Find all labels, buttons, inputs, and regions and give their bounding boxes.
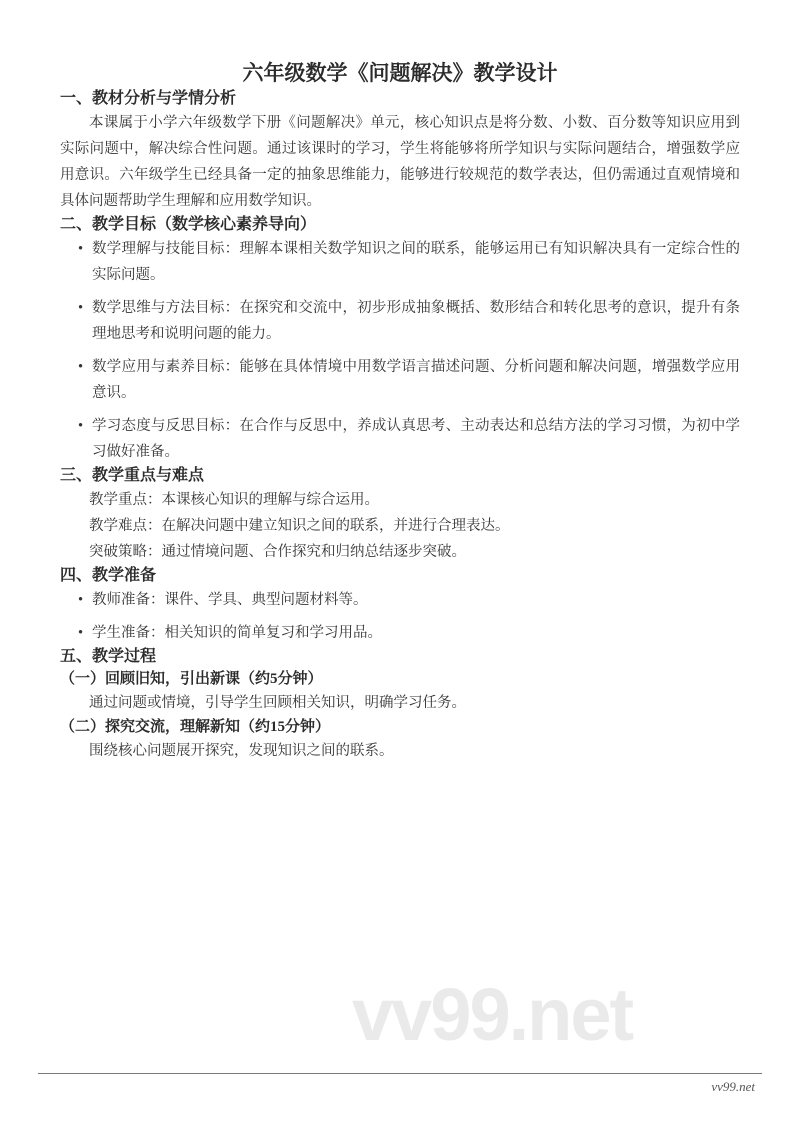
footer-divider xyxy=(38,1073,762,1074)
section-5-heading: 五、教学过程 xyxy=(60,648,157,665)
process-step-1-paragraph: 通过问题或情境，引导学生回顾相关知识，明确学习任务。 xyxy=(89,695,466,711)
section-2-heading: 二、教学目标（数学核心素养导向） xyxy=(60,216,317,233)
preparation-list xyxy=(60,587,740,646)
key-point-paragraph: 教学重点：本课核心知识的理解与综合运用。 xyxy=(89,492,379,508)
section-3-heading: 三、教学重点与难点 xyxy=(60,467,205,484)
list-item-teacher-prep: • 教师准备：课件、学具、典型问题材料等。 xyxy=(78,587,740,613)
section-1-paragraph: 本课属于小学六年级数学下册《问题解决》单元，核心知识点是将分数、小数、百分数等知识应用到实际问题中，解决综合性问题。通过该课时的学习，学生将能够将所学知识与实际问题结合，增强数学应用意识。六年级学生已经具备一定的抽象思维能力，能够进行较规范的数学表达，但仍需通过直观情境和具体问题帮助学生理解和应用数学知识。 xyxy=(60,115,740,209)
section-1-heading: 一、教材分析与学情分析 xyxy=(60,90,237,107)
footer-site-label: vv99.net xyxy=(711,1079,755,1094)
document-title: 六年级数学《问题解决》教学设计 xyxy=(242,61,558,85)
list-item-objective-3: • 数学应用与素养目标：能够在具体情境中用数学语言描述问题、分析问题和解决问题，增强数学应用意识。 xyxy=(78,354,740,406)
watermark-text: vv99.net xyxy=(352,973,633,1056)
list-item-objective-4: • 学习态度与反思目标：在合作与反思中，养成认真思考、主动表达和总结方法的学习习惯，为初中学习做好准备。 xyxy=(78,413,740,465)
section-4-heading: 四、教学准备 xyxy=(60,567,157,584)
process-step-1-heading: （一）回顾旧知，引出新课（约5分钟） xyxy=(60,671,323,687)
process-step-2-heading: （二）探究交流，理解新知（约15分钟） xyxy=(60,719,331,735)
strategy-paragraph: 突破策略：通过情境问题、合作探究和归纳总结逐步突破。 xyxy=(89,544,466,560)
objectives-list xyxy=(60,236,740,465)
list-item-student-prep: • 学生准备：相关知识的简单复习和学习用品。 xyxy=(78,620,740,646)
process-step-2-paragraph: 围绕核心问题展开探究，发现知识之间的联系。 xyxy=(89,743,394,759)
difficult-point-paragraph: 教学难点：在解决问题中建立知识之间的联系，并进行合理表达。 xyxy=(89,518,510,534)
list-item-objective-2: • 数学思维与方法目标：在探究和交流中，初步形成抽象概括、数形结合和转化思考的意识，提升有条理地思考和说明问题的能力。 xyxy=(78,295,740,347)
list-item-objective-1: • 数学理解与技能目标：理解本课相关数学知识之间的联系，能够运用已有知识解决具有一定综合性的实际问题。 xyxy=(78,236,740,288)
